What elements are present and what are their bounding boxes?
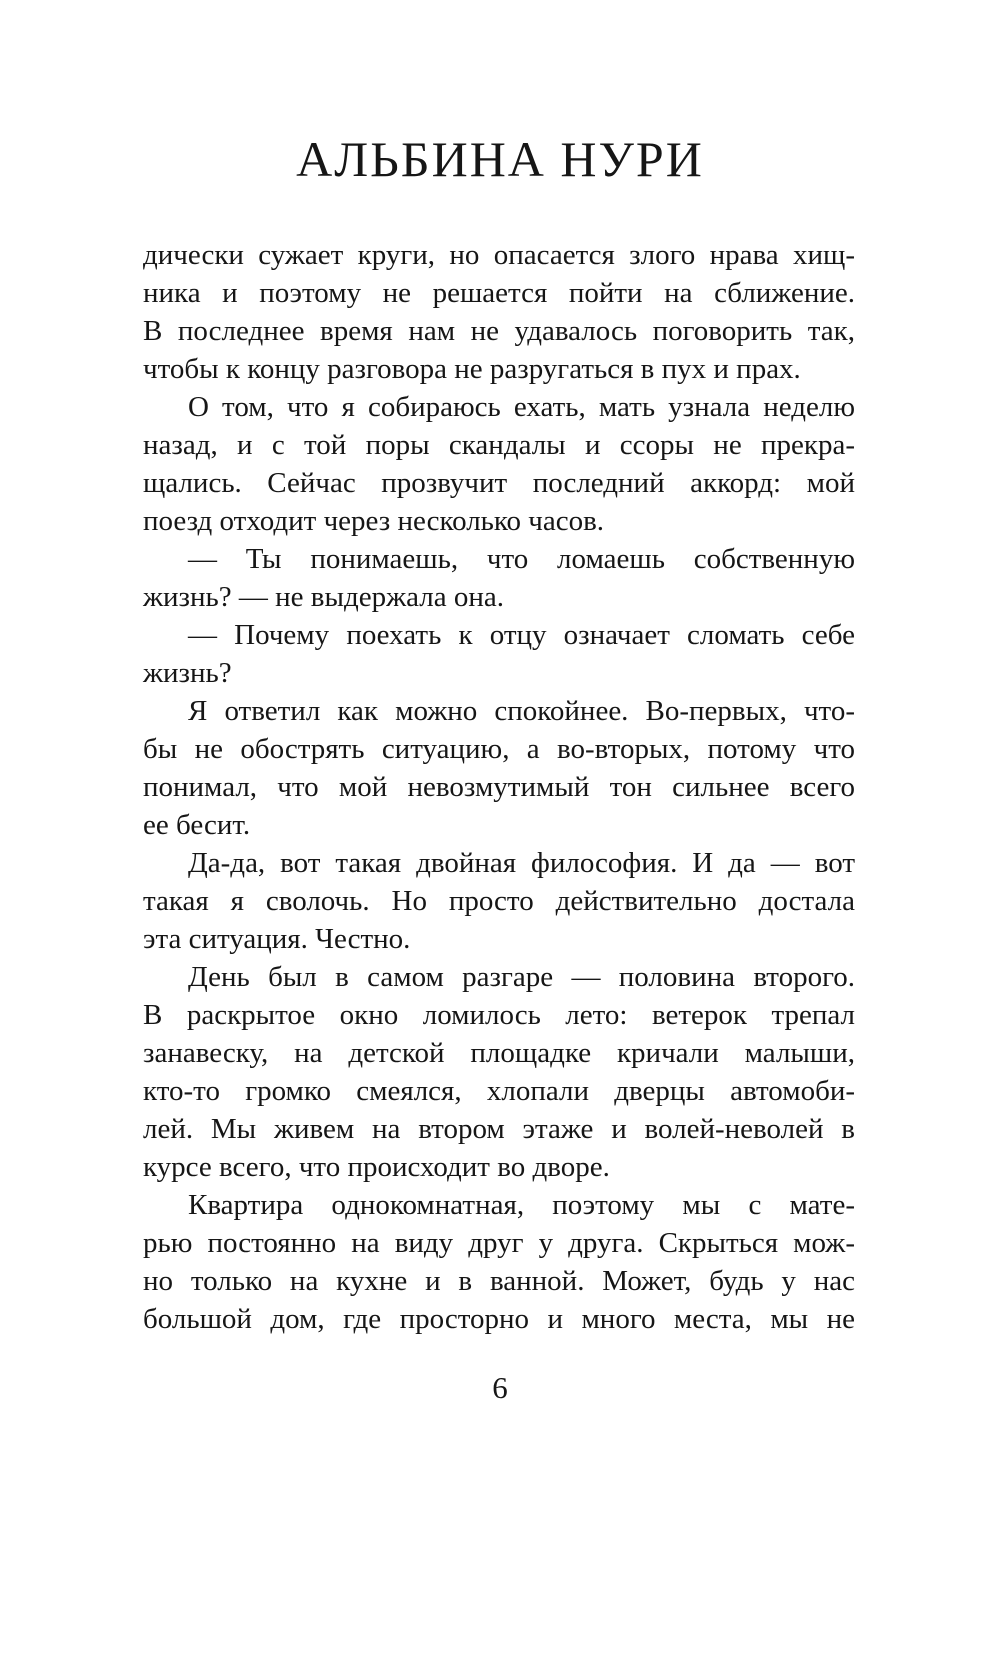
- page-number: 6: [492, 1370, 508, 1405]
- paragraph: [143, 844, 855, 958]
- text-line: чтобы к концу разговора не разругаться в пух и прах.: [143, 353, 801, 385]
- text-line: Да-да, вот такая двойная философия. И да — вот: [188, 847, 855, 879]
- text-line: дически сужает круги, но опасается злого нрава хищ-: [143, 239, 855, 271]
- text-line: курсе всего, что происходит во дворе.: [143, 1151, 610, 1183]
- text-block: [143, 236, 855, 1338]
- text-line: День был в самом разгаре — половина второго.: [188, 961, 855, 993]
- text-line: бы не обострять ситуацию, а во-вторых, потому что: [143, 733, 855, 765]
- text-line: назад, и с той поры скандалы и ссоры не прекра-: [143, 429, 855, 461]
- paragraph: [143, 1186, 855, 1338]
- text-line: большой дом, где просторно и много места, мы не: [143, 1303, 855, 1335]
- text-line: О том, что я собираюсь ехать, мать узнала неделю: [188, 391, 855, 423]
- paragraph: [143, 616, 855, 692]
- text-line: — Ты понимаешь, что ломаешь собственную: [188, 543, 855, 575]
- text-line: В последнее время нам не удавалось поговорить так,: [143, 315, 855, 347]
- text-line: рью постоянно на виду друг у друга. Скрыться мож-: [143, 1227, 855, 1259]
- text-line: лей. Мы живем на втором этаже и волей-неволей в: [143, 1113, 855, 1145]
- text-line: ее бесит.: [143, 809, 251, 841]
- paragraph: [143, 388, 855, 540]
- paragraph: [143, 540, 855, 616]
- paragraph: [143, 958, 855, 1186]
- text-line: В раскрытое окно ломилось лето: ветерок трепал: [143, 999, 855, 1031]
- text-line: эта ситуация. Честно.: [143, 923, 411, 955]
- paragraph: [143, 692, 855, 844]
- text-line: ника и поэтому не решается пойти на сближение.: [143, 277, 855, 309]
- text-line: щались. Сейчас прозвучит последний аккорд: мой: [143, 467, 855, 499]
- text-line: Я ответил как можно спокойнее. Во-первых, что-: [188, 695, 855, 727]
- text-line: — Почему поехать к отцу означает сломать себе: [188, 619, 855, 651]
- text-line: кто-то громко смеялся, хлопали дверцы автомоби-: [143, 1075, 855, 1107]
- text-line: понимал, что мой невозмутимый тон сильнее всего: [143, 771, 855, 803]
- author-header: АЛЬБИНА НУРИ: [296, 131, 704, 187]
- text-line: жизнь?: [143, 657, 232, 689]
- text-line: жизнь? — не выдержала она.: [143, 581, 504, 613]
- paragraph: [143, 236, 855, 388]
- text-line: занавеску, на детской площадке кричали малыши,: [143, 1037, 855, 1069]
- text-line: поезд отходит через несколько часов.: [143, 505, 605, 537]
- text-line: но только на кухне и в ванной. Может, будь у нас: [143, 1265, 855, 1297]
- text-line: такая я сволочь. Но просто действительно достала: [143, 885, 855, 917]
- text-line: Квартира однокомнатная, поэтому мы с мате-: [188, 1189, 855, 1221]
